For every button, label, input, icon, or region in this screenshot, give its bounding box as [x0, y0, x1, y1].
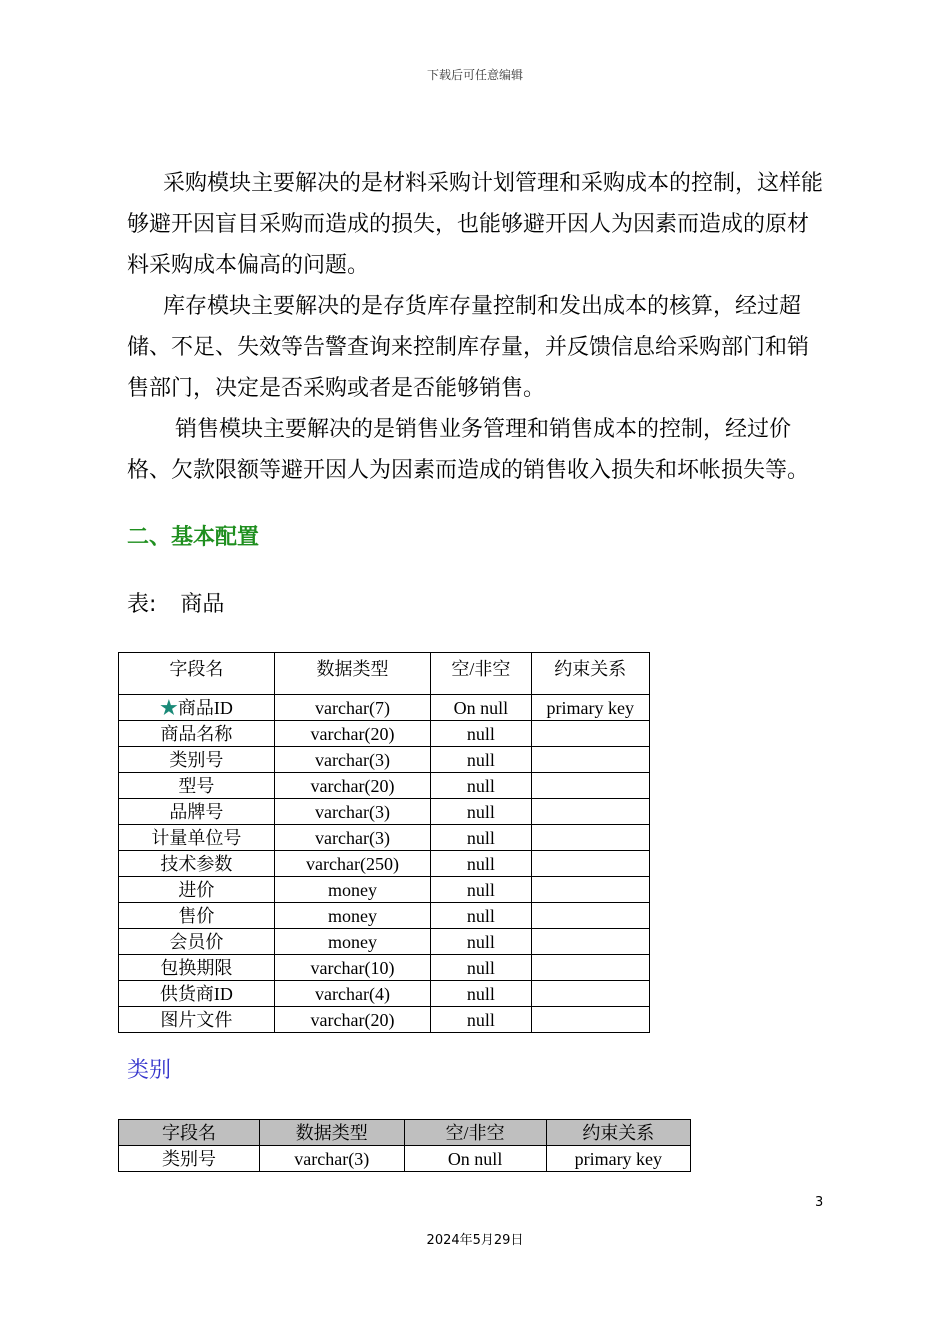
- table-cell: [531, 747, 649, 773]
- table-caption-label: 表:: [127, 592, 157, 617]
- table-cell: 进价: [119, 877, 275, 903]
- table-cell: [531, 799, 649, 825]
- field-name: 商品ID: [177, 697, 233, 718]
- page-header: 下载后可任意编辑: [426, 68, 523, 82]
- table-row: [119, 877, 650, 903]
- table-cell: null: [431, 955, 531, 981]
- table-row: [119, 1007, 650, 1033]
- table-cell: varchar(10): [274, 955, 430, 981]
- table-row: [119, 721, 650, 747]
- header-cell: 空/非空: [431, 653, 531, 695]
- table-row: [119, 981, 650, 1007]
- table-row: [119, 773, 650, 799]
- table-cell: varchar(20): [274, 1007, 430, 1033]
- table-cell: [531, 955, 649, 981]
- header-cell: 字段名: [119, 653, 275, 695]
- table-cell: money: [274, 903, 430, 929]
- paragraph-sales-text: 销售模块主要解决的是销售业务管理和销售成本的控制，经过价格、欠款限额等避开因人为因素而造成的销售收入损失和坏帐损失等。: [127, 417, 810, 483]
- section-heading: 二、基本配置: [127, 525, 260, 550]
- table-cell: 售价: [119, 903, 275, 929]
- table-cell: varchar(7): [274, 695, 430, 721]
- table-cell: 计量单位号: [119, 825, 275, 851]
- table-row: [119, 695, 650, 721]
- table-cell: [531, 825, 649, 851]
- table-cell: [531, 1007, 649, 1033]
- table-cell: 商品名称: [119, 721, 275, 747]
- table-cell: varchar(3): [274, 799, 430, 825]
- category-subheading: 类别: [127, 1058, 172, 1083]
- table-cell: varchar(20): [274, 773, 430, 799]
- table-row: [119, 747, 650, 773]
- table-header-row: [119, 1120, 691, 1146]
- page-number: 3: [815, 1195, 824, 1210]
- table-row: [119, 929, 650, 955]
- table-cell: [531, 877, 649, 903]
- table-cell: On null: [404, 1146, 546, 1172]
- table-cell: primary key: [546, 1146, 690, 1172]
- table-cell: [531, 721, 649, 747]
- star-icon: ★: [159, 697, 178, 718]
- table-cell: 供货商ID: [119, 981, 275, 1007]
- table-row: [119, 799, 650, 825]
- paragraph-purchase: [127, 163, 827, 286]
- table-cell: [531, 773, 649, 799]
- table-cell: null: [431, 981, 531, 1007]
- table-cell: 类别号: [119, 747, 275, 773]
- table-cell: null: [431, 877, 531, 903]
- table-header-row: [119, 653, 650, 695]
- table-cell: [531, 903, 649, 929]
- header-cell: 约束关系: [531, 653, 649, 695]
- category-table: [118, 1119, 691, 1172]
- table-cell: null: [431, 1007, 531, 1033]
- table-cell: 图片文件: [119, 1007, 275, 1033]
- table-cell: null: [431, 799, 531, 825]
- paragraph-sales: [127, 409, 827, 491]
- table-cell: varchar(3): [260, 1146, 404, 1172]
- page-footer-date: 2024年5月29日: [426, 1233, 524, 1248]
- header-cell: 约束关系: [546, 1120, 690, 1146]
- header-cell: 字段名: [119, 1120, 260, 1146]
- table-row: [119, 1146, 691, 1172]
- table-caption: [127, 587, 224, 618]
- table-row: [119, 955, 650, 981]
- table-row: [119, 825, 650, 851]
- table-cell: 会员价: [119, 929, 275, 955]
- table-cell: null: [431, 721, 531, 747]
- table-cell: 技术参数: [119, 851, 275, 877]
- paragraph-inventory: [127, 286, 827, 409]
- table-cell: varchar(3): [274, 747, 430, 773]
- table-cell: null: [431, 773, 531, 799]
- table-cell: money: [274, 929, 430, 955]
- table-cell: 类别号: [119, 1146, 260, 1172]
- table-cell: varchar(250): [274, 851, 430, 877]
- table-cell: 型号: [119, 773, 275, 799]
- table-cell: [531, 851, 649, 877]
- paragraph-inventory-text: 库存模块主要解决的是存货库存量控制和发出成本的核算，经过超储、不足、失效等告警查询来控制库存量，并反馈信息给采购部门和销售部门，决定是否采购或者是否能够销售。: [127, 294, 810, 401]
- table-cell: [531, 929, 649, 955]
- table-cell: varchar(4): [274, 981, 430, 1007]
- table-row: [119, 851, 650, 877]
- table-cell: primary key: [531, 695, 649, 721]
- table-cell: null: [431, 747, 531, 773]
- table-cell: null: [431, 929, 531, 955]
- table-cell: [531, 981, 649, 1007]
- table-cell: On null: [431, 695, 531, 721]
- header-cell: 空/非空: [404, 1120, 546, 1146]
- table-cell: money: [274, 877, 430, 903]
- table-cell: null: [431, 825, 531, 851]
- header-cell: 数据类型: [274, 653, 430, 695]
- table-cell: varchar(3): [274, 825, 430, 851]
- table-cell: 品牌号: [119, 799, 275, 825]
- table-cell: varchar(20): [274, 721, 430, 747]
- header-cell: 数据类型: [260, 1120, 404, 1146]
- paragraph-purchase-text: 采购模块主要解决的是材料采购计划管理和采购成本的控制，这样能够避开因盲目采购而造成的损失，也能够避开因人为因素而造成的原材料采购成本偏高的问题。: [127, 171, 824, 278]
- table-cell: null: [431, 903, 531, 929]
- table-cell: null: [431, 851, 531, 877]
- table-row: [119, 903, 650, 929]
- table-cell: 包换期限: [119, 955, 275, 981]
- product-table: [118, 652, 650, 1033]
- table-caption-name: 商品: [180, 592, 225, 617]
- table-cell: [119, 695, 275, 721]
